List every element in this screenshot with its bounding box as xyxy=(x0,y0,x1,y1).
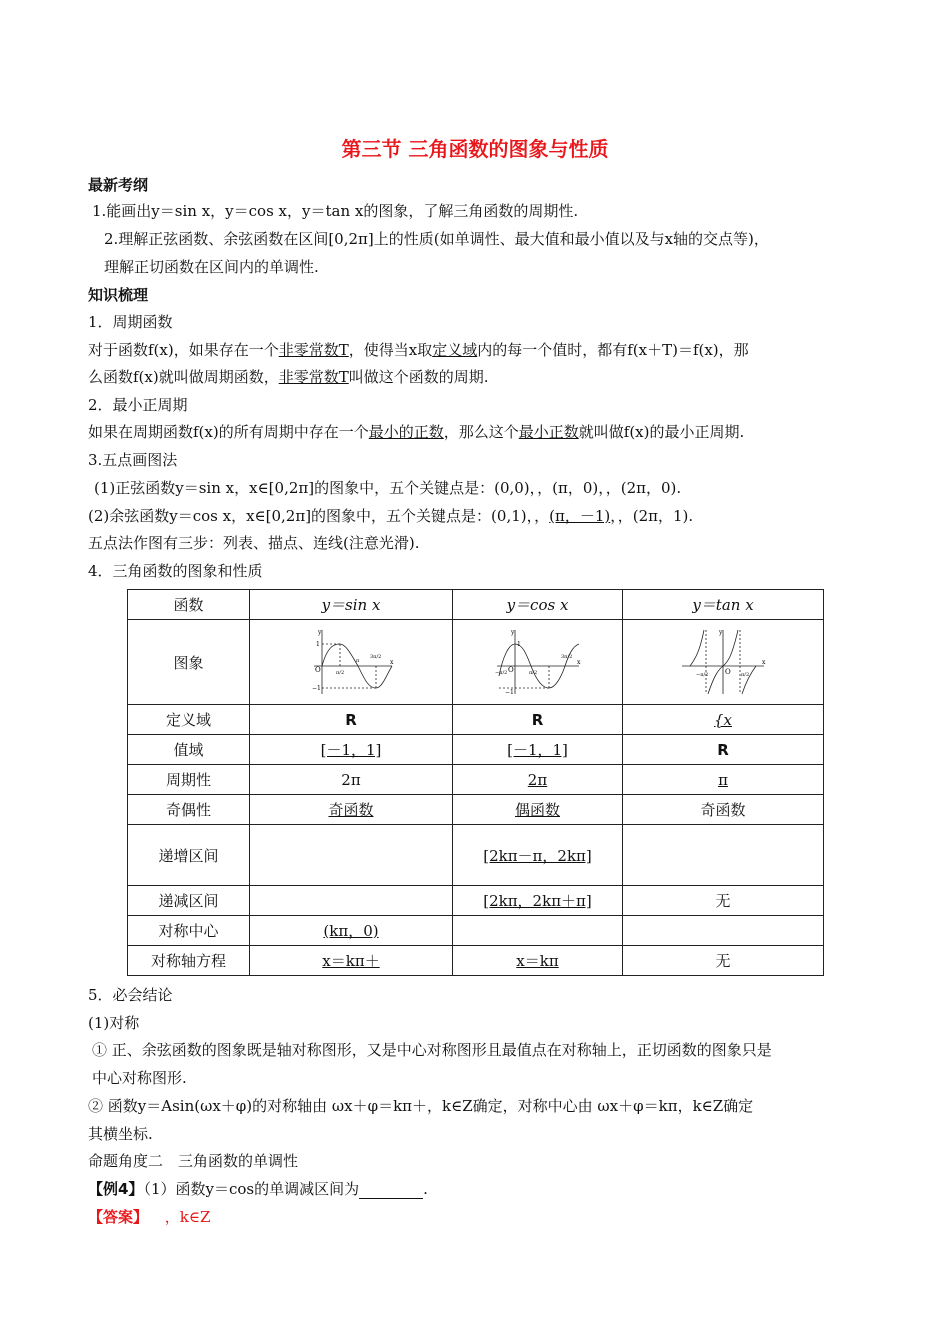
tan-graph-cell xyxy=(623,620,824,705)
inc-tan xyxy=(623,825,824,886)
row-label-axis: 对称轴方程 xyxy=(128,946,250,976)
graph-label-pi-2: π/2 xyxy=(528,670,537,676)
conclusion-1-line2: 中心对称图形. xyxy=(92,1069,187,1087)
row-label-period: 周期性 xyxy=(128,765,250,795)
axis-cos: x＝kπ xyxy=(453,946,623,976)
graph-label-y: y xyxy=(318,629,322,636)
graph-label-neg-pi-2: −π/2 xyxy=(696,672,709,678)
graph-label-pi-2: π/2 xyxy=(741,672,750,678)
syllabus-item-2-line1: 2.理解正弦函数、余弦函数在区间[0,2π]上的性质(如单调性、最大值和最小值以及与x轴的交点等)， xyxy=(104,230,769,248)
period-sin: 2π xyxy=(250,765,453,795)
graph-label-y: y xyxy=(510,629,514,636)
header-function: 函数 xyxy=(128,590,250,620)
heading-periodic-function: 1．周期函数 xyxy=(88,313,173,331)
graph-label-origin: O xyxy=(315,666,321,674)
example-4: 【例4】（1）函数y＝cos的单调减区间为 . xyxy=(88,1180,428,1198)
heading-min-period: 2．最小正周期 xyxy=(88,396,188,414)
parity-tan: 奇函数 xyxy=(623,795,824,825)
axis-sin: x＝kπ＋ xyxy=(250,946,453,976)
syllabus-item-1: 1.能画出y＝sin x，y＝cos x，y＝tan x的图象，了解三角函数的周期性. xyxy=(92,202,579,220)
section-heading-knowledge: 知识梳理 xyxy=(88,286,149,304)
domain-cos: R xyxy=(453,705,623,735)
sin-graph xyxy=(306,626,396,698)
graph-label-origin: O xyxy=(725,668,731,676)
graph-label-x: x xyxy=(762,659,766,666)
example-label: 【例4】 xyxy=(88,1180,144,1198)
period-cos: 2π xyxy=(453,765,623,795)
center-cos xyxy=(453,916,623,946)
cos-graph-cell xyxy=(453,620,623,705)
blank-answer: (π，－1) xyxy=(549,507,611,525)
graph-label-3pi-2: 3π/2 xyxy=(560,654,572,660)
cos-graph xyxy=(493,626,583,698)
conclusion-1-line1: ① 正、余弦函数的图象既是轴对称图形，又是中心对称图形且最值点在对称轴上，正切函数的图象只是 xyxy=(92,1041,772,1059)
periodic-def-line2: 么函数f(x)就叫做周期函数，非零常数T叫做这个函数的周期. xyxy=(88,368,489,386)
blank-answer: 最小正数 xyxy=(518,423,579,441)
inc-cos: [2kπ－π，2kπ] xyxy=(453,825,623,886)
graph-label-one: 1 xyxy=(316,641,320,648)
answer-text: ，k∈Z xyxy=(164,1208,211,1226)
periodic-def-line1: 对于函数f(x)，如果存在一个非零常数T，使得当x取定义域内的每一个值时，都有f(x＋T)＝f(x)，那 xyxy=(88,341,749,359)
domain-sin: R xyxy=(250,705,453,735)
graph-label-y: y xyxy=(719,629,723,636)
graph-label-neg-one: −1 xyxy=(504,689,514,696)
graph-label-one: 1 xyxy=(516,641,521,648)
heading-trig-table: 4．三角函数的图象和性质 xyxy=(88,562,263,580)
header-sin: y＝sin x xyxy=(250,590,453,620)
heading-symmetry: (1)对称 xyxy=(88,1014,140,1032)
dec-tan: 无 xyxy=(623,886,824,916)
blank-answer: 非零常数T xyxy=(278,341,349,359)
blank-answer: 最小的正数 xyxy=(368,423,444,441)
blank-answer: 非零常数T xyxy=(278,368,349,386)
range-cos: [－1，1] xyxy=(453,735,623,765)
row-label-increasing: 递增区间 xyxy=(128,825,250,886)
graph-label-neg-one: −1 xyxy=(312,685,321,692)
center-sin: (kπ，0) xyxy=(250,916,453,946)
syllabus-item-2-line2: 理解正切函数在区间内的单调性. xyxy=(104,258,319,276)
answer-blank xyxy=(359,1184,423,1199)
five-point-cos: (2)余弦函数y＝cos x，x∈[0,2π]的图象中，五个关键点是：(0,1)，，(π，－1)，，(2π，1). xyxy=(88,507,694,525)
graph-label-3pi-2: 3π/2 xyxy=(370,654,382,660)
graph-label-x: x xyxy=(390,659,394,666)
row-label-range: 值域 xyxy=(128,735,250,765)
five-point-sin: (1)正弦函数y＝sin x，x∈[0,2π]的图象中，五个关键点是：(0,0)，，(π，0)，，(2π，0). xyxy=(94,479,682,497)
dec-sin xyxy=(250,886,453,916)
header-cos: y＝cos x xyxy=(453,590,623,620)
graph-label-x: x xyxy=(576,659,580,666)
conclusion-2-line1: ② 函数y＝Asin(ωx＋φ)的对称轴由 ωx＋φ＝kπ＋，k∈Z确定，对称中心由 ωx＋φ＝kπ，k∈Z确定 xyxy=(88,1097,754,1115)
row-label-center: 对称中心 xyxy=(128,916,250,946)
conclusion-2-line2: 其横坐标. xyxy=(88,1125,153,1143)
section-heading-syllabus: 最新考纲 xyxy=(88,176,149,194)
parity-cos: 偶函数 xyxy=(453,795,623,825)
parity-sin: 奇函数 xyxy=(250,795,453,825)
question-angle: 命题角度二 三角函数的单调性 xyxy=(88,1152,299,1170)
trig-properties-table xyxy=(127,589,824,976)
blank-answer: 定义域 xyxy=(432,341,478,359)
dec-cos: [2kπ，2kπ＋π] xyxy=(453,886,623,916)
inc-sin xyxy=(250,825,453,886)
graph-label-pi-2: π/2 xyxy=(336,670,345,676)
range-tan: R xyxy=(623,735,824,765)
center-tan xyxy=(623,916,824,946)
answer-line xyxy=(88,1207,210,1227)
row-label-domain: 定义域 xyxy=(128,705,250,735)
row-label-graph: 图象 xyxy=(128,620,250,705)
min-period-def: 如果在周期函数f(x)的所有周期中存在一个最小的正数，那么这个最小正数就叫做f(x)的最小正周期. xyxy=(88,423,745,441)
graph-label-neg-pi-2: −π/2 xyxy=(494,670,507,676)
five-point-steps: 五点法作图有三步：列表、描点、连线(注意光滑). xyxy=(88,534,420,552)
sin-graph-cell xyxy=(250,620,453,705)
heading-five-point: 3.五点画图法 xyxy=(88,451,178,469)
answer-label: 【答案】 xyxy=(88,1208,149,1226)
period-tan: π xyxy=(623,765,824,795)
tan-graph xyxy=(678,626,768,698)
range-sin: [－1，1] xyxy=(250,735,453,765)
heading-conclusions: 5．必会结论 xyxy=(88,986,173,1004)
graph-label-pi: π xyxy=(356,658,360,664)
row-label-parity: 奇偶性 xyxy=(128,795,250,825)
axis-tan: 无 xyxy=(623,946,824,976)
header-tan: y＝tan x xyxy=(623,590,824,620)
graph-label-origin: O xyxy=(507,666,514,674)
row-label-decreasing: 递减区间 xyxy=(128,886,250,916)
page-title: 第三节 三角函数的图象与性质 xyxy=(341,137,609,161)
domain-tan: {x xyxy=(623,705,824,735)
